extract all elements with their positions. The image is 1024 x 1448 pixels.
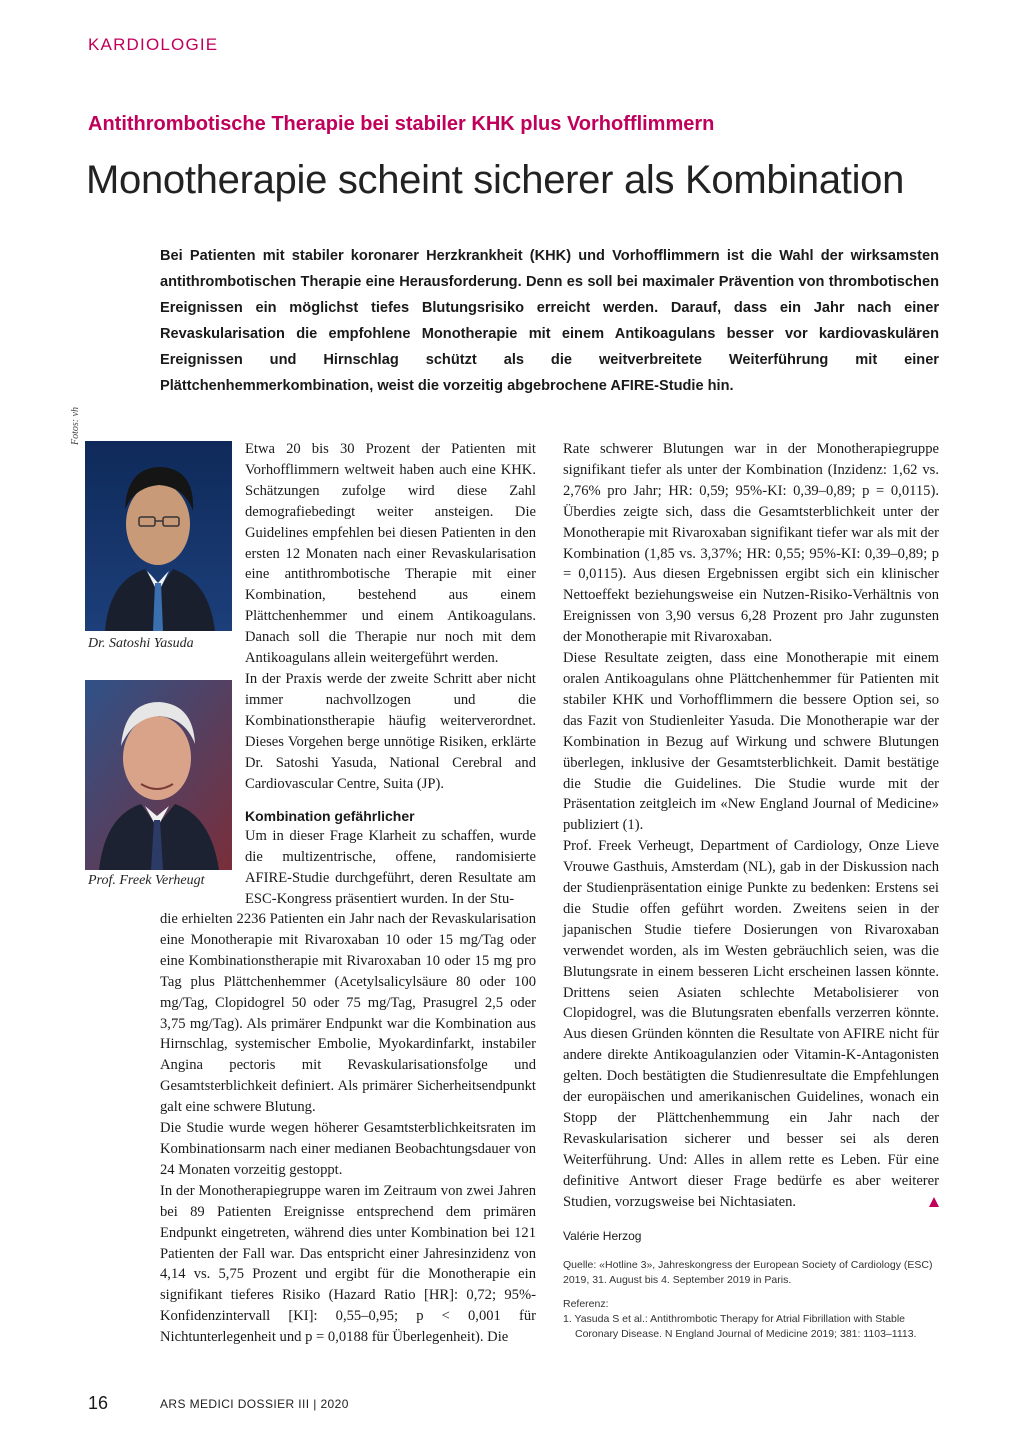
body-paragraph <box>563 836 939 1212</box>
column-1-upper <box>245 439 536 910</box>
reference-item: 1. Yasuda S et al.: Antithrombotic Therapy for Atrial Fibrillation with Stable Coronary Disease. N England Journal of Medicine 2019; 381: 1103–1113. <box>563 1313 917 1341</box>
column-1-lower <box>160 909 536 1348</box>
column-2 <box>563 439 939 1342</box>
photo2-caption: Prof. Freek Verheugt <box>88 873 205 888</box>
photo1-caption: Dr. Satoshi Yasuda <box>88 636 194 651</box>
references-label: Referenz: <box>563 1298 609 1311</box>
subheading: Kombination gefährlicher <box>245 808 415 825</box>
photo-freek-verheugt <box>85 680 232 870</box>
article-lead: Bei Patienten mit stabiler koronarer Herzkrankheit (KHK) und Vorhofflimmern ist die Wahl der wirksamsten antithrombotischen Therapie eine Herausforderung. Denn es soll bei maximaler Prävention von thrombotischen Ereignissen ein möglichst tiefes Blutungsrisiko erreicht werden. Darauf, dass ein Jahr nach einer Revaskularisation die empfohlene Monotherapie mit einem Antikoagulans besser vor kardiovaskulären Ereignissen und Hirnschlag schützt als die weitverbreitete Weiterführung mit einer Plättchenhemmerkombination, weist die vorzeitig abgebrochene AFIRE-Studie hin. <box>160 248 939 394</box>
magazine-footer: ARS MEDICI DOSSIER III | 2020 <box>160 1397 349 1411</box>
photo-credit: Fotos: vh <box>70 406 81 445</box>
body-paragraph: Rate schwerer Blutungen war in der Monotherapiegruppe signifikant tiefer als unter der Kombination (Inzidenz: 1,62 vs. 2,76% pro Jahr; HR: 0,59; 95%-KI: 0,39–0,89; p = 0,0115). Überdies zeigte sich, dass die Gesamtsterblichkeit unter der Monotherapie mit Rivaroxaban signifikant tiefer war als mit der Kombination (1,85 vs. 3,37%; HR: 0,55; 95%-KI: 0,39–0,89; p = 0,0115). Aus diesen Ergebnissen ergibt sich ein klinischer Nettoeffekt beziehungsweise ein Nutzen-Risiko-Verhältnis von Ereignissen von 3,90 versus 6,28 Prozent pro Jahr zugunsten der Monotherapie mit Rivaroxaban. <box>563 441 939 646</box>
paragraph-text: Prof. Freek Verheugt, Department of Cardiology, Onze Lieve Vrouwe Gasthuis, Amsterdam (NL), gab in der Diskussion nach der Studienpräsentation einige Punkte zu bedenken: Erstens sei die Studie offen geführt worden. Zweitens seien in der japanischen Studie tiefere Dosierungen von Rivaroxaban verwendet worden, als im Westen gebräuchlich seien, was die Blutungsrate in einem besseren Licht erscheinen lassen könnte. Drittens seien Asiaten schlechte Metabolisierer von Clopidogrel, was die Blutungsraten ebenfalls verzerren könnte. Aus diesen Gründen könnten die Resultate von AFIRE nicht für andere direkte Antikoagulanzien oder Vitamin-K-Antagonisten gelten. Doch bestätigten die Studienresultate die Empfehlungen der europäischen und amerikanischen Guidelines, wonach ein Stopp der Plättchenhemmung ein Jahr nach der Revaskularisation sicherer und besser sei als deren Weiterführung. Und: Alles in allem rette es Leben. Für eine definitive Antwort dieser Frage bedürfe es aber weiterer Studien, vorzugsweise bei Nichtasiaten. <box>563 838 939 1210</box>
article-kicker: Antithrombotische Therapie bei stabiler KHK plus Vorhofflimmern <box>88 113 715 135</box>
author-name: Valérie Herzog <box>563 1228 642 1243</box>
body-paragraph: die erhielten 2236 Patienten ein Jahr nach der Revaskularisation eine Monotherapie mit Rivaroxaban 10 oder 15 mg/Tag oder eine Kombinationstherapie mit Rivaroxaban 10 oder 15 mg pro Tag plus Plättchenhemmer (Acetylsalicylsäure 80 oder 100 mg/Tag, Clopidogrel 50 oder 75 mg/Tag, Prasugrel 2,5 oder 3,75 mg/Tag). Als primärer Endpunkt war die Kombination aus Hirnschlag, systemischer Embolie, Myokardinfarkt, instabiler Angina pectoris mit Revaskularisationsfolge und Gesamtsterblichkeit definiert. Als primärer Sicherheitsendpunkt galt eine schwere Blutung. <box>160 911 536 1116</box>
section-label: KARDIOLOGIE <box>88 35 219 54</box>
body-paragraph: In der Praxis werde der zweite Schritt aber nicht immer nachvollzogen und die Kombinationstherapie häufig weiterverordnet. Dieses Vorgehen berge unnötige Risiken, erklärte Dr. Satoshi Yasuda, National Cerebral and Cardiovascular Centre, Suita (JP). <box>245 670 536 792</box>
portrait-image <box>85 680 232 870</box>
body-paragraph: In der Monotherapiegruppe waren im Zeitraum von zwei Jahren bei 89 Patienten Ereignisse entsprechend dem primären Endpunkt eingetreten, während dies unter Kombination bei 121 Patienten der Fall war. Das entspricht einer Jahresinzidenz von 4,14 vs. 5,75 Prozent und ergibt für die Monotherapie ein signifikant tieferes Risiko (Hazard Ratio [HR]: 0,72; 95%-Konfidenzintervall [KI]: 0,55–0,95; p < 0,001 für Nichtunterlegenheit und p = 0,0188 für Überlegenheit). Die <box>160 1182 536 1346</box>
page-number: 16 <box>88 1393 109 1413</box>
source-note: Quelle: «Hotline 3», Jahreskongress der European Society of Cardiology (ESC) 2019, 31. August bis 4. September 2019 in Paris. <box>563 1259 933 1287</box>
article-title: Monotherapie scheint sicherer als Kombination <box>86 158 905 202</box>
portrait-image <box>85 441 232 631</box>
photo-satoshi-yasuda <box>85 441 232 631</box>
body-paragraph: Die Studie wurde wegen höherer Gesamtsterblichkeitsraten im Kombinationsarm nach einer medianen Beobachtungsdauer von 24 Monaten vorzeitig gestoppt. <box>160 1120 536 1178</box>
end-mark-icon <box>929 1197 939 1207</box>
body-paragraph: Um in dieser Frage Klarheit zu schaffen, wurde die multizentrische, offene, randomisierte AFIRE-Studie durchgeführt, deren Resultate am ESC-Kongress präsentiert wurden. In der Stu- <box>245 828 536 908</box>
body-paragraph: Diese Resultate zeigten, dass eine Monotherapie mit einem oralen Antikoagulans ohne Plättchenhemmer für Patienten mit stabiler KHK und Vorhofflimmern die bessere Option sei, so das Fazit von Studienleiter Yasuda. Die Monotherapie war der Kombination in Bezug auf Wirkung und schwere Blutungen überlegen, inklusive der Gesamtsterblichkeit. Damit bestätige die Studie die Guidelines. Die Studie wurde mit der Präsentation zeitgleich im «New England Journal of Medicine» publiziert (1). <box>563 650 939 834</box>
body-paragraph: Etwa 20 bis 30 Prozent der Patienten mit Vorhofflimmern weltweit haben auch eine KHK. Schätzungen zufolge wird diese Zahl demografiebedingt weiter ansteigen. Die Guidelines empfehlen bei diesen Patienten in den ersten 12 Monaten nach einer Revaskularisation eine antithrombotische Therapie mit einer Kombination, bestehend aus einem Plättchenhemmer und einem Antikoagulans. Danach soll die Therapie nur noch mit dem Antikoagulans allein weitergeführt werden. <box>245 441 536 667</box>
